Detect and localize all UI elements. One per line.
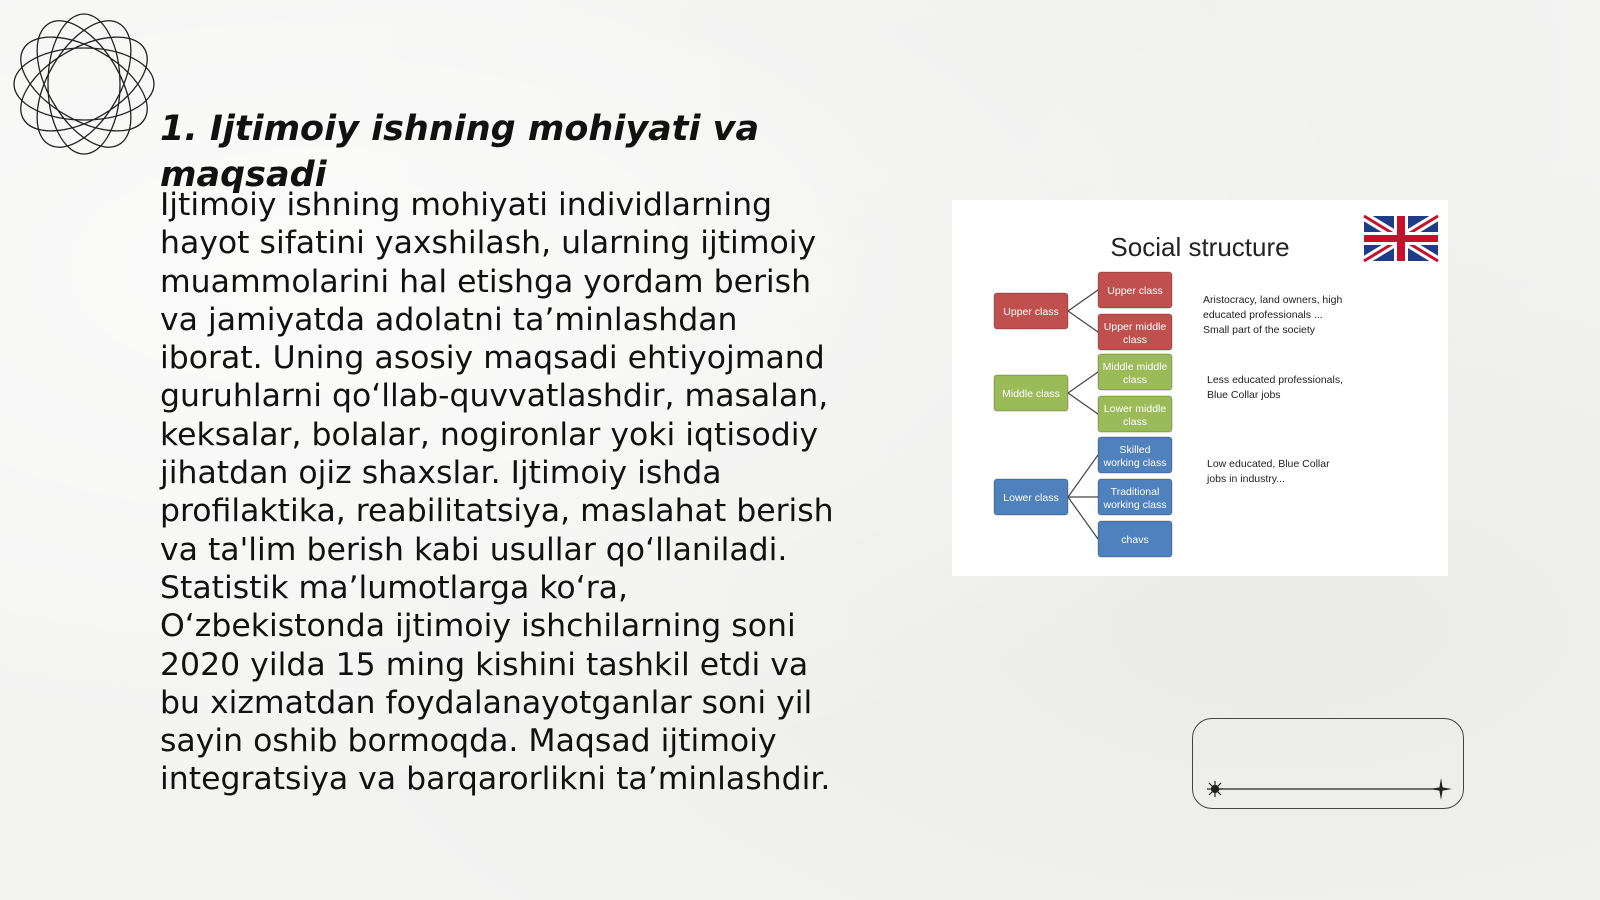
class-description-line: Blue Collar jobs xyxy=(1207,389,1281,401)
diagram-title: Social structure xyxy=(1110,232,1290,262)
connector-line xyxy=(1068,393,1098,414)
slide-body-text: Ijtimoiy ishning mohiyati individlarning hayot sifatini yaxshilash, ularning ijtimoiy muammolarini hal etishga yordam berish va jamiyatda adolatni ta’minlashdan iborat. Uning asosiy maqsadi ehtiyojmand guruhlarni qo‘llab-quvvatlashdir, masalan, keksalar, bolalar, nogironlar yoki iqtisodiy jihatdan ojiz shaxslar. Ijtimoiy ishda profilaktika, reabilitatsiya, maslahat berish va ta'lim berish kabi usullar qo‘llaniladi. Statistik ma’lumotlarga ko‘ra, O‘zbekistonda ijtimoiy ishchilarning soni 2020 yilda 15 ming kishini tashkil etdi va bu xizmatdan foydalanayotganlar soni yil sayin oshib bormoqda. Maqsad ijtimoiy integratsiya va barqarorlikni ta’minlashdir. xyxy=(160,187,834,798)
connector-line xyxy=(1068,372,1098,393)
class-description-line: jobs in industry... xyxy=(1207,473,1286,485)
subclass-label: Traditional working class xyxy=(1103,486,1167,511)
class-description-line: educated professionals ... xyxy=(1203,309,1323,321)
circle-ornament-icon xyxy=(10,10,158,158)
class-group-label: Lower class xyxy=(1003,492,1059,504)
sun-icon xyxy=(1207,781,1223,797)
subclass-label: Middle middle class xyxy=(1102,361,1168,386)
class-description-line: Low educated, Blue Collar xyxy=(1207,458,1330,470)
class-group-label: Upper class xyxy=(1003,306,1059,318)
class-description-line: Aristocracy, land owners, high xyxy=(1203,294,1343,306)
connector-line xyxy=(1068,311,1098,332)
connector-line xyxy=(1068,455,1098,497)
sparkle-icon xyxy=(1430,778,1452,800)
connector-line xyxy=(1068,497,1098,539)
class-group-label: Middle class xyxy=(1002,388,1060,400)
uk-flag-icon xyxy=(1364,216,1438,261)
subclass-label: Lower middle class xyxy=(1103,403,1167,428)
connector-line xyxy=(1068,290,1098,311)
social-structure-diagram xyxy=(952,200,1448,576)
caption-box xyxy=(1192,718,1464,809)
slide-title: 1. Ijtimoiy ishning mohiyati va maqsadi xyxy=(160,109,760,195)
subclass-label: Upper middle class xyxy=(1103,321,1167,346)
subclass-label: Skilled working class xyxy=(1103,444,1167,469)
class-description-line: Small part of the society xyxy=(1203,324,1316,336)
subclass-label: chavs xyxy=(1121,534,1149,546)
class-description-line: Less educated professionals, xyxy=(1207,374,1344,386)
subclass-label: Upper class xyxy=(1107,285,1163,297)
